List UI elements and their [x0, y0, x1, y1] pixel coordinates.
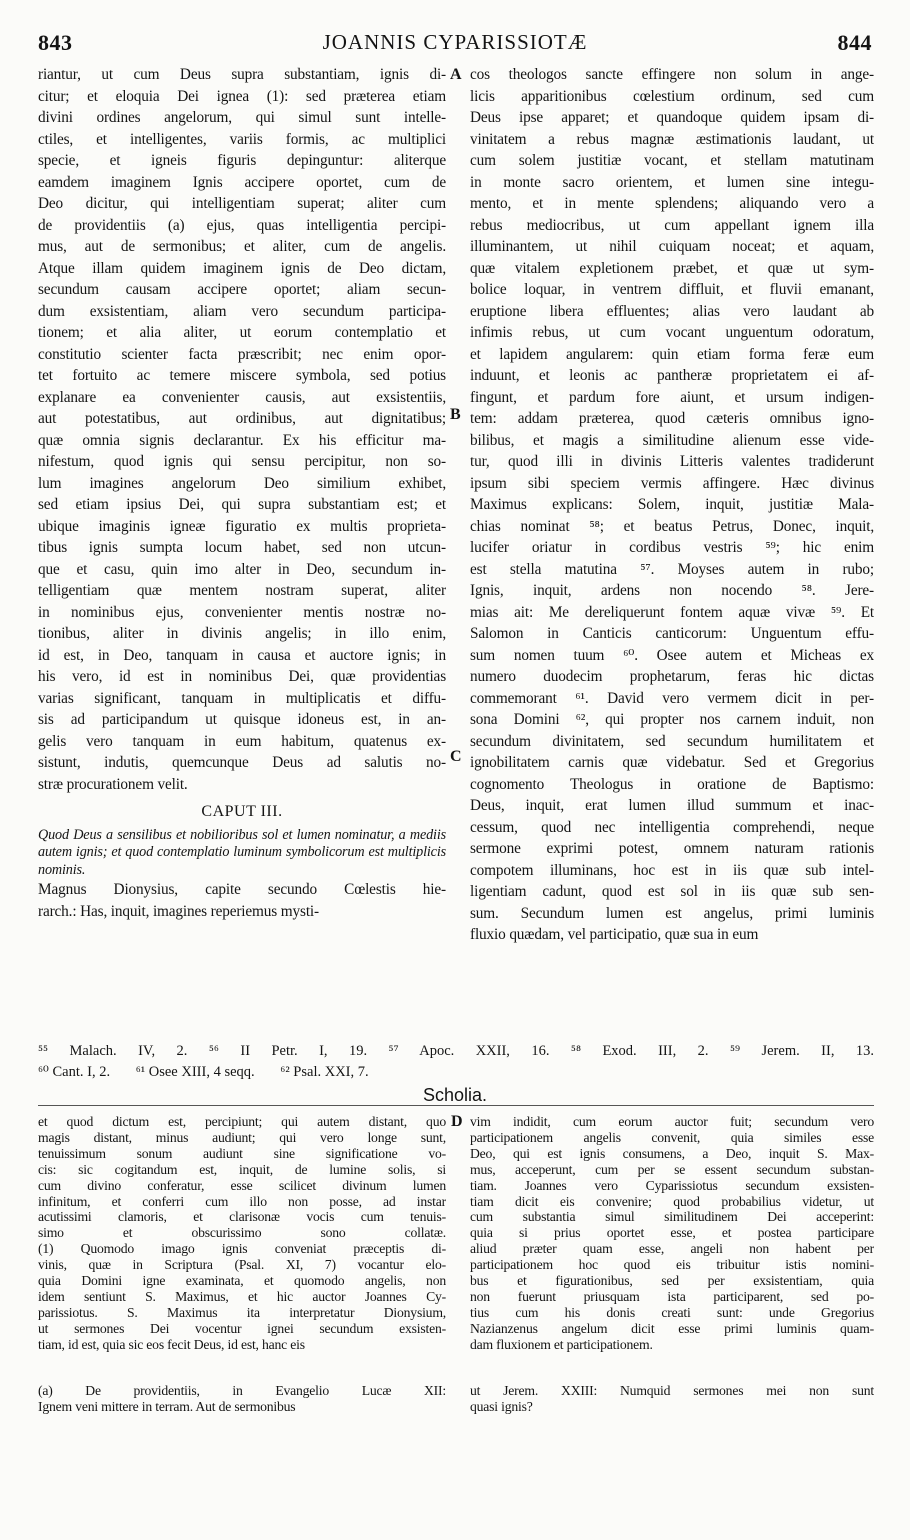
chapter-summary: Quod Deus a sensilibus et nobilioribus sol et lumen nominatur, a mediis autem ignis; et quod contemplatio luminum symbolicorum est multiplicis nominis.: [38, 826, 446, 878]
text-line: his vero, id est in nominibus Dei, quæ providentias: [38, 668, 446, 685]
text-line: rebus mediocribus, ut cum appellant ignem illa: [470, 216, 874, 234]
scholia-line: vim indidit, cum eorum auctor fuit; secundum vero: [470, 1114, 874, 1129]
text-line: ligentiam cadunt, quod est sol in iis quæ sub sen-: [470, 883, 874, 900]
footnote-entry: ⁶⁰ Cant. I, 2.: [38, 1064, 111, 1080]
scholia-line: participationem hoc quod eis tribuitur istis nomini-: [470, 1257, 874, 1273]
text-line: sed etiam ipsius Dei, qui supra substantiam est; et: [38, 496, 446, 513]
left-column-closing-lines: [38, 879, 446, 922]
text-line: sermone exprimi potest, omnem naturam rationis: [470, 840, 874, 857]
text-line: Ignis, inquit, ardens non nocendo ⁵⁸. Jere-: [470, 582, 874, 599]
scholia-line: idem sentiunt S. Maximus, et hic auctor Joannes Cy-: [38, 1288, 446, 1304]
text-line: tem: addam præterea, quod cæteris omnibus igno-: [470, 410, 874, 427]
text-line: Deus ipse apparet; et quandoque quidem ipsam di-: [470, 109, 874, 126]
margin-letter-c: C: [450, 748, 462, 765]
text-line: tionibus, aliter in divinis angelis; in illo enim,: [38, 625, 446, 642]
text-line: numero duodecim prophetarum, feras hic dictas: [470, 668, 874, 685]
text-line: specie, et igneis figuris depinguntur: aliterque: [38, 152, 446, 169]
text-line: sum nomen tuum ⁶⁰. Osee autem et Micheas ex: [470, 646, 874, 664]
text-line: commemorant ⁶¹. David vero vermem dicit in per-: [470, 689, 874, 707]
text-line: mias ait: Me dereliquerunt fontem aquæ vivæ ⁵⁹. Et: [470, 603, 874, 621]
text-line: cum solem justitiæ vocant, et stellam matutinam: [470, 152, 874, 169]
scholia-line: ut sermones Dei vocentur ignei secundum exsisten-: [38, 1320, 446, 1336]
scholia-line: parissiotus. S. Maximus ita interpretatur Dionysium,: [38, 1304, 446, 1320]
text-line: induunt, et leonis ac pantheræ proprietatem ei af-: [470, 367, 874, 384]
text-line: quæ vitalem expletionem præbet, et quæ ut sym-: [470, 259, 874, 277]
text-line: in monte sacro orientem, et lumen sine integu-: [470, 173, 874, 191]
scholia-line: magis distant, minus audiunt; qui vero longe sunt,: [38, 1129, 446, 1145]
footnote-entry: ⁶² Psal. XXI, 7.: [280, 1064, 369, 1080]
text-line: Salomon in Canticis canticorum: Unguentum effu-: [470, 625, 874, 642]
scholia-line: dam fluxionem et participationem.: [470, 1336, 653, 1352]
text-line: lucifer oriatur in cordibus vestris ⁵⁹; hic enim: [470, 539, 874, 556]
scholia-line: tiam. Joannes vero Cyparissiotus secundum exsisten-: [470, 1177, 874, 1193]
scholia-left-lines: [38, 1114, 446, 1353]
right-column-lines: [470, 64, 874, 946]
scholia-right-lines: [470, 1114, 874, 1353]
text-line: tet fortuito ac temere miscere symbola, sed potius: [38, 367, 446, 384]
text-line: cos theologos sancte effingere non solum in ange-: [470, 66, 874, 83]
scholia-right-column: [470, 1114, 874, 1414]
scholia-note-line: ut Jerem. XXIII: Numquid sermones mei non sunt: [470, 1382, 874, 1398]
text-line: ubique imaginis igneæ figuratio ex multis proprieta-: [38, 517, 446, 535]
scholia-line: infinitum, et conferri cum illo non posse, ad instar: [38, 1193, 446, 1209]
scholia-line: cum divino conferatur, esse scilicet divinum lumen: [38, 1177, 446, 1193]
text-line: mus, aut de sermonibus; et aliter, cum de angelis.: [38, 238, 446, 255]
running-title: JOANNIS CYPARISSIOTÆ: [322, 30, 588, 54]
scholia-note-line: Ignem veni mittere in terram. Aut de sermonibus: [38, 1398, 296, 1414]
scholia-line: (1) Quomodo imago ignis conveniat præceptis di-: [38, 1241, 446, 1257]
text-line: secundum causam accipere oportet; aliam secun-: [38, 281, 446, 298]
text-line: varias significant, tanquam in multiplicatis et diffu-: [38, 689, 446, 707]
text-line: sistunt, indutis, quemcunque Deus ad salutis no-: [38, 754, 446, 771]
text-line: est stella matutina ⁵⁷. Moyses autem in rubo;: [470, 560, 874, 578]
text-line: que et casu, quin imo alter in Deo, secundum in-: [38, 560, 446, 578]
text-line: tionem; et alia aliter, ut eorum contemplatio et: [38, 324, 446, 341]
scholia-line: vinis, quæ in Scriptura (Psal. XI, 7) vocantur elo-: [38, 1257, 446, 1273]
text-line: bolice loquar, in ventrem diffluit, et fluvii emanant,: [470, 281, 874, 298]
scholia-line: mus, acceperunt, cum per se essent secundum substan-: [470, 1161, 874, 1177]
text-line: compotem illuminans, hoc est in iis quæ sub intel-: [470, 861, 874, 879]
margin-letter-d: D: [451, 1113, 463, 1130]
text-line: ignobilitatem carnis quæ videbatur. Sed et Gregorius: [470, 754, 874, 771]
text-line: Atque illam quidem imaginem ignis de Deo dictam,: [38, 259, 446, 277]
right-text-column: [470, 64, 874, 946]
text-line: de providentiis (a) ejus, quas intelligentia percipi-: [38, 216, 446, 234]
text-line: rarch.: Has, inquit, imagines reperiemus mysti-: [38, 902, 319, 920]
scholia-line: non fuerunt priusquam ista participarent, sed po-: [470, 1288, 874, 1304]
text-line: licis apparitionibus cœlestium ordinum, sed cum: [470, 87, 874, 105]
scholia-line: quia Domini igne examinata, et quomodo angelis, non: [38, 1273, 446, 1289]
scholia-line: bus et figurationibus, sed per exsistentiam, quia: [470, 1273, 874, 1289]
text-line: tur, quod illi in divinis Litteris valentes tradiderunt: [470, 453, 874, 470]
text-line: chias nominat ⁵⁸; et beatus Petrus, Donec, inquit,: [470, 517, 874, 535]
text-line: explanare ea convenienter causis, aut exsistentiis,: [38, 388, 446, 406]
text-line: fingunt, et pardum fore aiunt, et ursum indigen-: [470, 388, 874, 406]
scholia-right-note: [470, 1383, 874, 1415]
scholia-line: tenuissimum sonum audiunt sine significatione vo-: [38, 1145, 446, 1161]
text-line: tibus ignis sumpta locum habet, sed non utcun-: [38, 539, 446, 556]
text-line: cessum, quod nec intelligentia comprehendi, neque: [470, 818, 874, 836]
scholia-line: Nazianzenus angelum dicit esse primi luminis quam-: [470, 1320, 874, 1336]
scholia-line: acutissimi clamoris, et clarisonæ vocis cum tenuis-: [38, 1209, 446, 1225]
scholia-line: cis: sic cogitandum est, inquit, de lumine solis, si: [38, 1161, 446, 1177]
scholia-line: aliud præter quam esse, angeli non habent per: [470, 1241, 874, 1257]
text-line: nifestum, quod ignis qui sensu percipitur, non so-: [38, 453, 446, 470]
scholia-line: cum substantia simul similitudinem Dei acceperint:: [470, 1209, 874, 1225]
text-line: vinitatem a rebus magnæ æstimationis laudant, ut: [470, 130, 874, 148]
text-line: cognomento Theologus in oratione de Baptismo:: [470, 775, 874, 793]
text-line: sona Domini ⁶², qui propter nos carnem induit, non: [470, 711, 874, 728]
page-number-right: 844: [837, 30, 872, 55]
text-line: divini ordines angelorum, qui simul sunt intelle-: [38, 109, 446, 126]
footnotes-line-1: ⁵⁵ Malach. IV, 2. ⁵⁶ II Petr. I, 19. ⁵⁷ Apoc. XXII, 16. ⁵⁸ Exod. III, 2. ⁵⁹ Jerem. II, 13.: [38, 1043, 874, 1059]
text-line: Deo dicitur, qui intelligentiam superat; aliter cum: [38, 195, 446, 212]
text-line: fluxio quædam, vel participatio, quæ sua in eum: [470, 926, 759, 943]
text-line: gelis vero tanquam in eum habitum, quatenus ex-: [38, 732, 446, 750]
text-line: dum exsistentiam, aliam vero secundum participa-: [38, 302, 446, 320]
scholia-line: tiam, id est, quia sic eos fecit Deus, id est, hanc eis: [38, 1336, 305, 1352]
scholia-line: Deo, qui est ignis consumens, a Deo, inquit S. Max-: [470, 1145, 874, 1161]
text-line: constitutio scienter facta præscribit; nec enim opor-: [38, 345, 446, 363]
scholia-left-note: [38, 1383, 446, 1415]
scholia-line: tiam dicit eis convenire; quod probabilius videtur, ut: [470, 1193, 874, 1209]
scholia-line: simo et obscurissimo sono collatæ.: [38, 1225, 446, 1241]
text-line: ctiles, et intelligentes, variis formis, ac multiplici: [38, 130, 446, 148]
chapter-heading: CAPUT III.: [201, 803, 283, 820]
text-line: telligentiam quæ mentem nostram superat, aliter: [38, 582, 446, 599]
text-line: riantur, ut cum Deus supra substantiam, ignis di-: [38, 66, 446, 83]
scholia-line: et quod dictum est, percipiunt; qui autem distant, quo: [38, 1114, 446, 1129]
text-line: Deus, inquit, erat lumen illud summum et inac-: [470, 797, 874, 814]
scholia-line: quia si prius oportet esse, et postea participare: [470, 1225, 874, 1241]
scholia-left-column: [38, 1114, 446, 1414]
left-column-lines: [38, 64, 446, 795]
text-line: infimis rebus, ut cum vocant unguentum odoratum,: [470, 324, 874, 341]
footnotes-line-2: [38, 1061, 874, 1083]
left-text-column: [38, 64, 446, 922]
text-line: sum. Secundum lumen est angelus, primi luminis: [470, 904, 874, 922]
text-line: eruptione libera effluentes; alias vero laudant ab: [470, 302, 874, 320]
scholia-line: participationem angelis convenit, quia similes esse: [470, 1129, 874, 1145]
text-line: mento, et in mente splendens; aliquando vero a: [470, 195, 874, 212]
margin-letter-b: B: [450, 406, 461, 423]
scholia-line: tius cum his donis creati sunt: unde Gregorius: [470, 1304, 874, 1320]
page-number-left: 843: [38, 30, 73, 55]
text-line: ipsum sibi speciem vermis affingere. Hæc divinus: [470, 474, 874, 492]
text-line: et lapidem angularem: quin etiam forma feræ eum: [470, 345, 874, 363]
scholia-note-line: (a) De providentiis, in Evangelio Lucæ XII:: [38, 1382, 446, 1398]
text-line: sis ad participandum ut quisque idoneus est, in an-: [38, 711, 446, 728]
footnote-entry: ⁶¹ Osee XIII, 4 seqq.: [135, 1064, 255, 1080]
scholia-divider: [38, 1105, 874, 1106]
text-line: lum imagines angelorum Deo similium exhibet,: [38, 474, 446, 492]
text-line: bilibus, et magis a similitudine alienum esse vide-: [470, 431, 874, 449]
text-line: in nominibus ejus, convenienter mentis nostræ no-: [38, 603, 446, 621]
text-line: stræ procurationem velit.: [38, 775, 188, 793]
text-line: Magnus Dionysius, capite secundo Cœlestis hie-: [38, 881, 446, 898]
text-line: illuminantem, ut nihil cuiquam noceat; et aquam,: [470, 238, 874, 255]
text-line: id est, in Deo, tanquam in causa et auctore ignis; in: [38, 646, 446, 664]
text-line: Maximus explicans: Solem, inquit, justitiæ Mala-: [470, 496, 874, 513]
text-line: aut potestatibus, aut ordinibus, aut dignitatibus;: [38, 410, 446, 427]
scholia-note-line: quasi ignis?: [470, 1398, 533, 1414]
scholia-heading: Scholia.: [422, 1085, 488, 1105]
text-line: eamdem imaginem Ignis accipere oportet, cum de: [38, 173, 446, 191]
text-line: citur; et eloquia Dei ignea (1): sed præterea etiam: [38, 87, 446, 105]
text-line: quæ omnia signis declarantur. Ex his efficitur ma-: [38, 431, 446, 449]
text-line: secundum divinitatem, sed secundum humilitatem et: [470, 732, 874, 750]
margin-letter-a: A: [450, 66, 462, 83]
